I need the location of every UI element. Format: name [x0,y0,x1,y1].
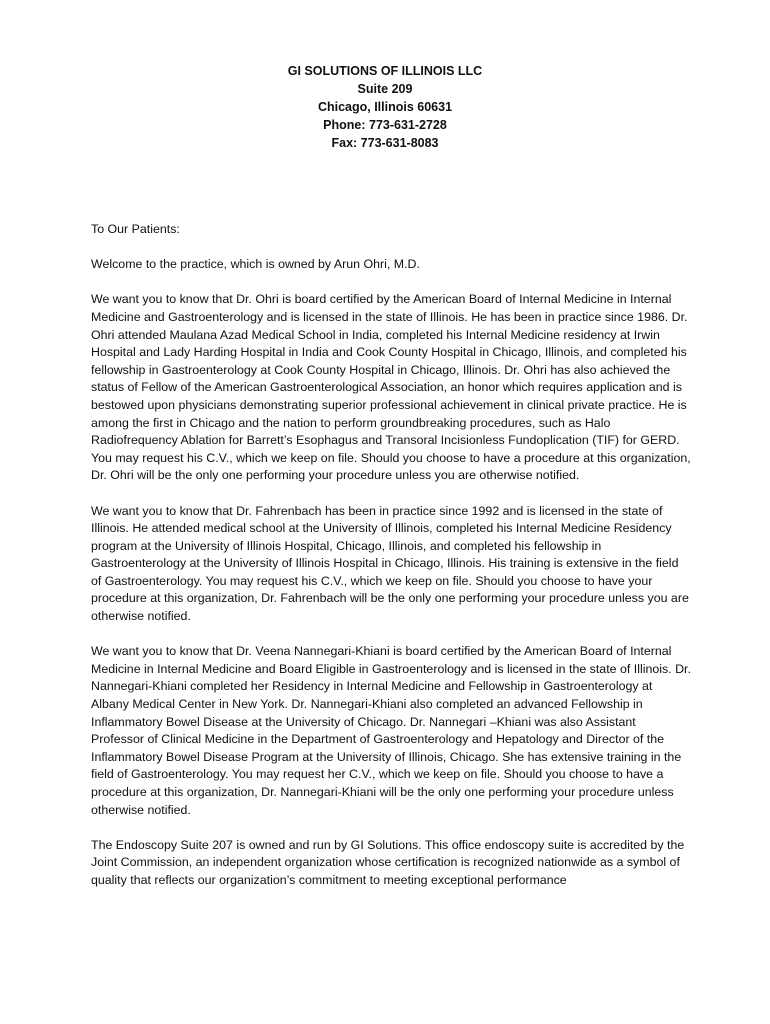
city-line: Chicago, Illinois 60631 [317,100,453,114]
company-name: GI SOLUTIONS OF ILLINOIS LLC [287,64,483,78]
nannegari-khiani-paragraph: We want you to know that Dr. Veena Nannegari-Khiani is board certified by the American Board of Internal Medicine in Internal Medicine and Board Eligible in Gastroenterology and is licensed in the state of Illinois. Dr. Nannegari-Khiani completed her Residency in Internal Medicine and Fellowship in Gastroenterology at Albany Medical Center in New York. Dr. Nannegari-Khiani also completed an advanced Fellowship in Inflammatory Bowel Disease at the University of Chicago. Dr. Nannegari –Khiani was also Assistant Professor of Clinical Medicine in the Department of Gastroenterology and Hepatology and Director of the Inflammatory Bowel Disease Program at the University of Illinois, Chicago. She has extensive training in the field of Gastroenterology. You may request her C.V., which we keep on file. Should you choose to have a procedure at this organization, Dr. Nannegari-Khiani will be the only one performing your procedure unless otherwise notified. [91,644,691,817]
welcome-paragraph: Welcome to the practice, which is owned by Arun Ohri, M.D. [91,257,420,272]
endoscopy-suite-paragraph: The Endoscopy Suite 207 is owned and run by GI Solutions. This office endoscopy suite is accredited by the Joint Commission, an independent organization whose certification is recognized nationwide as a symbol of quality that reflects our organization’s commitment to meeting exceptional performance [91,837,685,887]
letterhead [0,62,770,152]
fahrenbach-paragraph: We want you to know that Dr. Fahrenbach has been in practice since 1992 and is licensed in the state of Illinois. He attended medical school at the University of Illinois, completed his Internal Medicine Residency program at the University of Illinois Hospital, Chicago, Illinois, and completed his fellowship in Gastroenterology at the University of Illinois Hospital in Chicago, Illinois. His training is extensive in the field of Gastroenterology. You may request his C.V., which we keep on file. Should you choose to have your procedure at this organization, Dr. Fahrenbach will be the only one performing your procedure unless you are otherwise notified. [91,503,689,624]
salutation: To Our Patients: [91,222,180,236]
ohri-paragraph: We want you to know that Dr. Ohri is board certified by the American Board of Internal Medicine in Internal Medicine and Gastroenterology and is licensed in the state of Illinois. He has been in practice since 1986. Dr. Ohri attended Maulana Azad Medical School in India, completed his Internal Medicine residency at Irwin Hospital and Lady Harding Hospital in India and Cook County Hospital in Chicago, Illinois, and completed his fellowship in Gastroenterology at Cook County Hospital in Chicago, Illinois. Dr. Ohri has also achieved the status of Fellow of the American Gastroenterological Association, an honor which requires application and is bestowed upon physicians demonstrating superior professional achievement in clinical private practice. He is among the first in Chicago and the nation to perform groundbreaking procedures, such as Halo Radiofrequency Ablation for Barrett’s Esophagus and Transoral Incisionless Fundoplication (TIF) for GERD. You may request his C.V., which we keep on file. Should you choose to have a procedure at this organization, Dr. Ohri will be the only one performing your procedure unless you are otherwise notified. [91,292,691,483]
letter-body [91,221,691,907]
suite-line: Suite 209 [357,82,413,96]
phone-line: Phone: 773-631-2728 [323,118,447,132]
fax-line: Fax: 773-631-8083 [331,136,439,150]
